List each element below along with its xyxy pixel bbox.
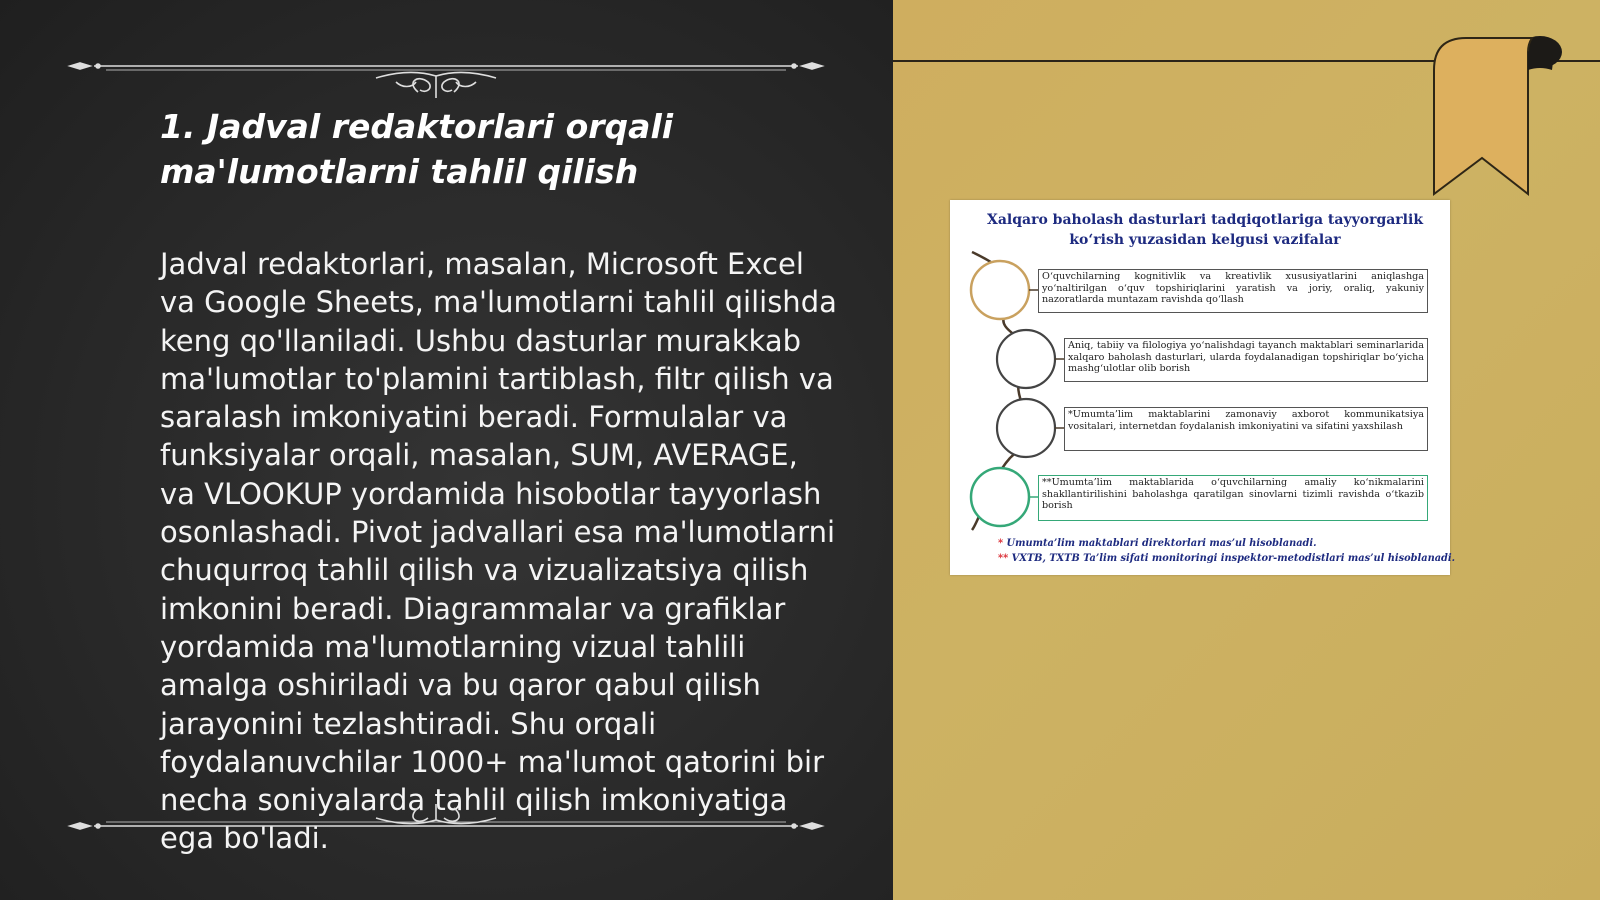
- footnote-marker-1: *: [998, 538, 1004, 549]
- bottom-ornament-divider: [66, 800, 826, 850]
- tasks-diagram-image: [950, 200, 1456, 575]
- task-box-3: *Umumta’lim maktablarini zamonaviy axborot kommunikatsiya vositalari, internetdan foydalanish imkoniyatini va sifatini yaxshilash: [1064, 407, 1428, 451]
- footnote-1: [998, 538, 1317, 549]
- task-box-1: O‘quvchilarning kognitivlik va kreativlik xususiyatlarini aniqlashga yo‘naltirilgan o‘quv topshiriqlarini yaratish va joriy, oraliq, yakuniy nazoratlarda muntazam ravishda qo‘llash: [1038, 269, 1428, 313]
- task-box-4: **Umumta’lim maktablarida o‘quvchilarning amaliy ko‘nikmalarini shakllantirilishini baholashga qaratilgan sinovlarni tizimli ravishda o‘tkazib borish: [1038, 475, 1428, 521]
- task-box-2: Aniq, tabiiy va filologiya yo‘nalishdagi tayanch maktablari seminarlarida xalqaro baholash dasturlari, ularda foydalanadigan topshiriqlar bo‘yicha mashg‘ulotlar olib borish: [1064, 338, 1428, 382]
- figure-title: Xalqaro baholash dasturlari tadqiqotlariga tayyorgarlik ko‘rish yuzasidan kelgusi vazifalar: [986, 212, 1424, 248]
- footnote-text-1: Umumta’lim maktablari direktorlari mas’ul hisoblanadi.: [1006, 538, 1317, 549]
- footnote-text-2: VXTB, TXTB Ta’lim sifati monitoringi inspektor-metodistlari mas’ul hisoblanadi.: [1011, 553, 1456, 564]
- slide-title: 1. Jadval redaktorlari orqali ma'lumotlarni tahlil qilish: [160, 107, 674, 191]
- top-ornament-divider: [66, 52, 826, 102]
- footnote-2: [998, 553, 1455, 564]
- slide-body-text: Jadval redaktorlari, masalan, Microsoft Excel va Google Sheets, ma'lumotlarni tahlil qilishda keng qo'llaniladi. Ushbu dasturlar murakkab ma'lumotlar to'plamini tartiblash, filtr qilish va saralash imkoniyatini beradi. Formulalar va funksiyalar orqali, masalan, SUM, AVERAGE, va VLOOKUP yordamida hisobotlar tayyorlash osonlashadi. Pivot jadvallari esa ma'lumotlarni chuqurroq tahlil qilish va vizualizatsiya qilish imkonini beradi. Diagrammalar va grafiklar yordamida ma'lumotlarning vizual tahlili amalga oshiriladi va bu qaror qabul qilish jarayonini tezlashtiradi. Shu orqali foydalanuvchilar 1000+ ma'lumot qatorini bir necha soniyalarda tahlil qilish imkoniyatiga ega bo'ladi.: [160, 247, 837, 856]
- footnote-marker-2: **: [998, 553, 1009, 564]
- bookmark-ribbon-icon: [1432, 34, 1562, 202]
